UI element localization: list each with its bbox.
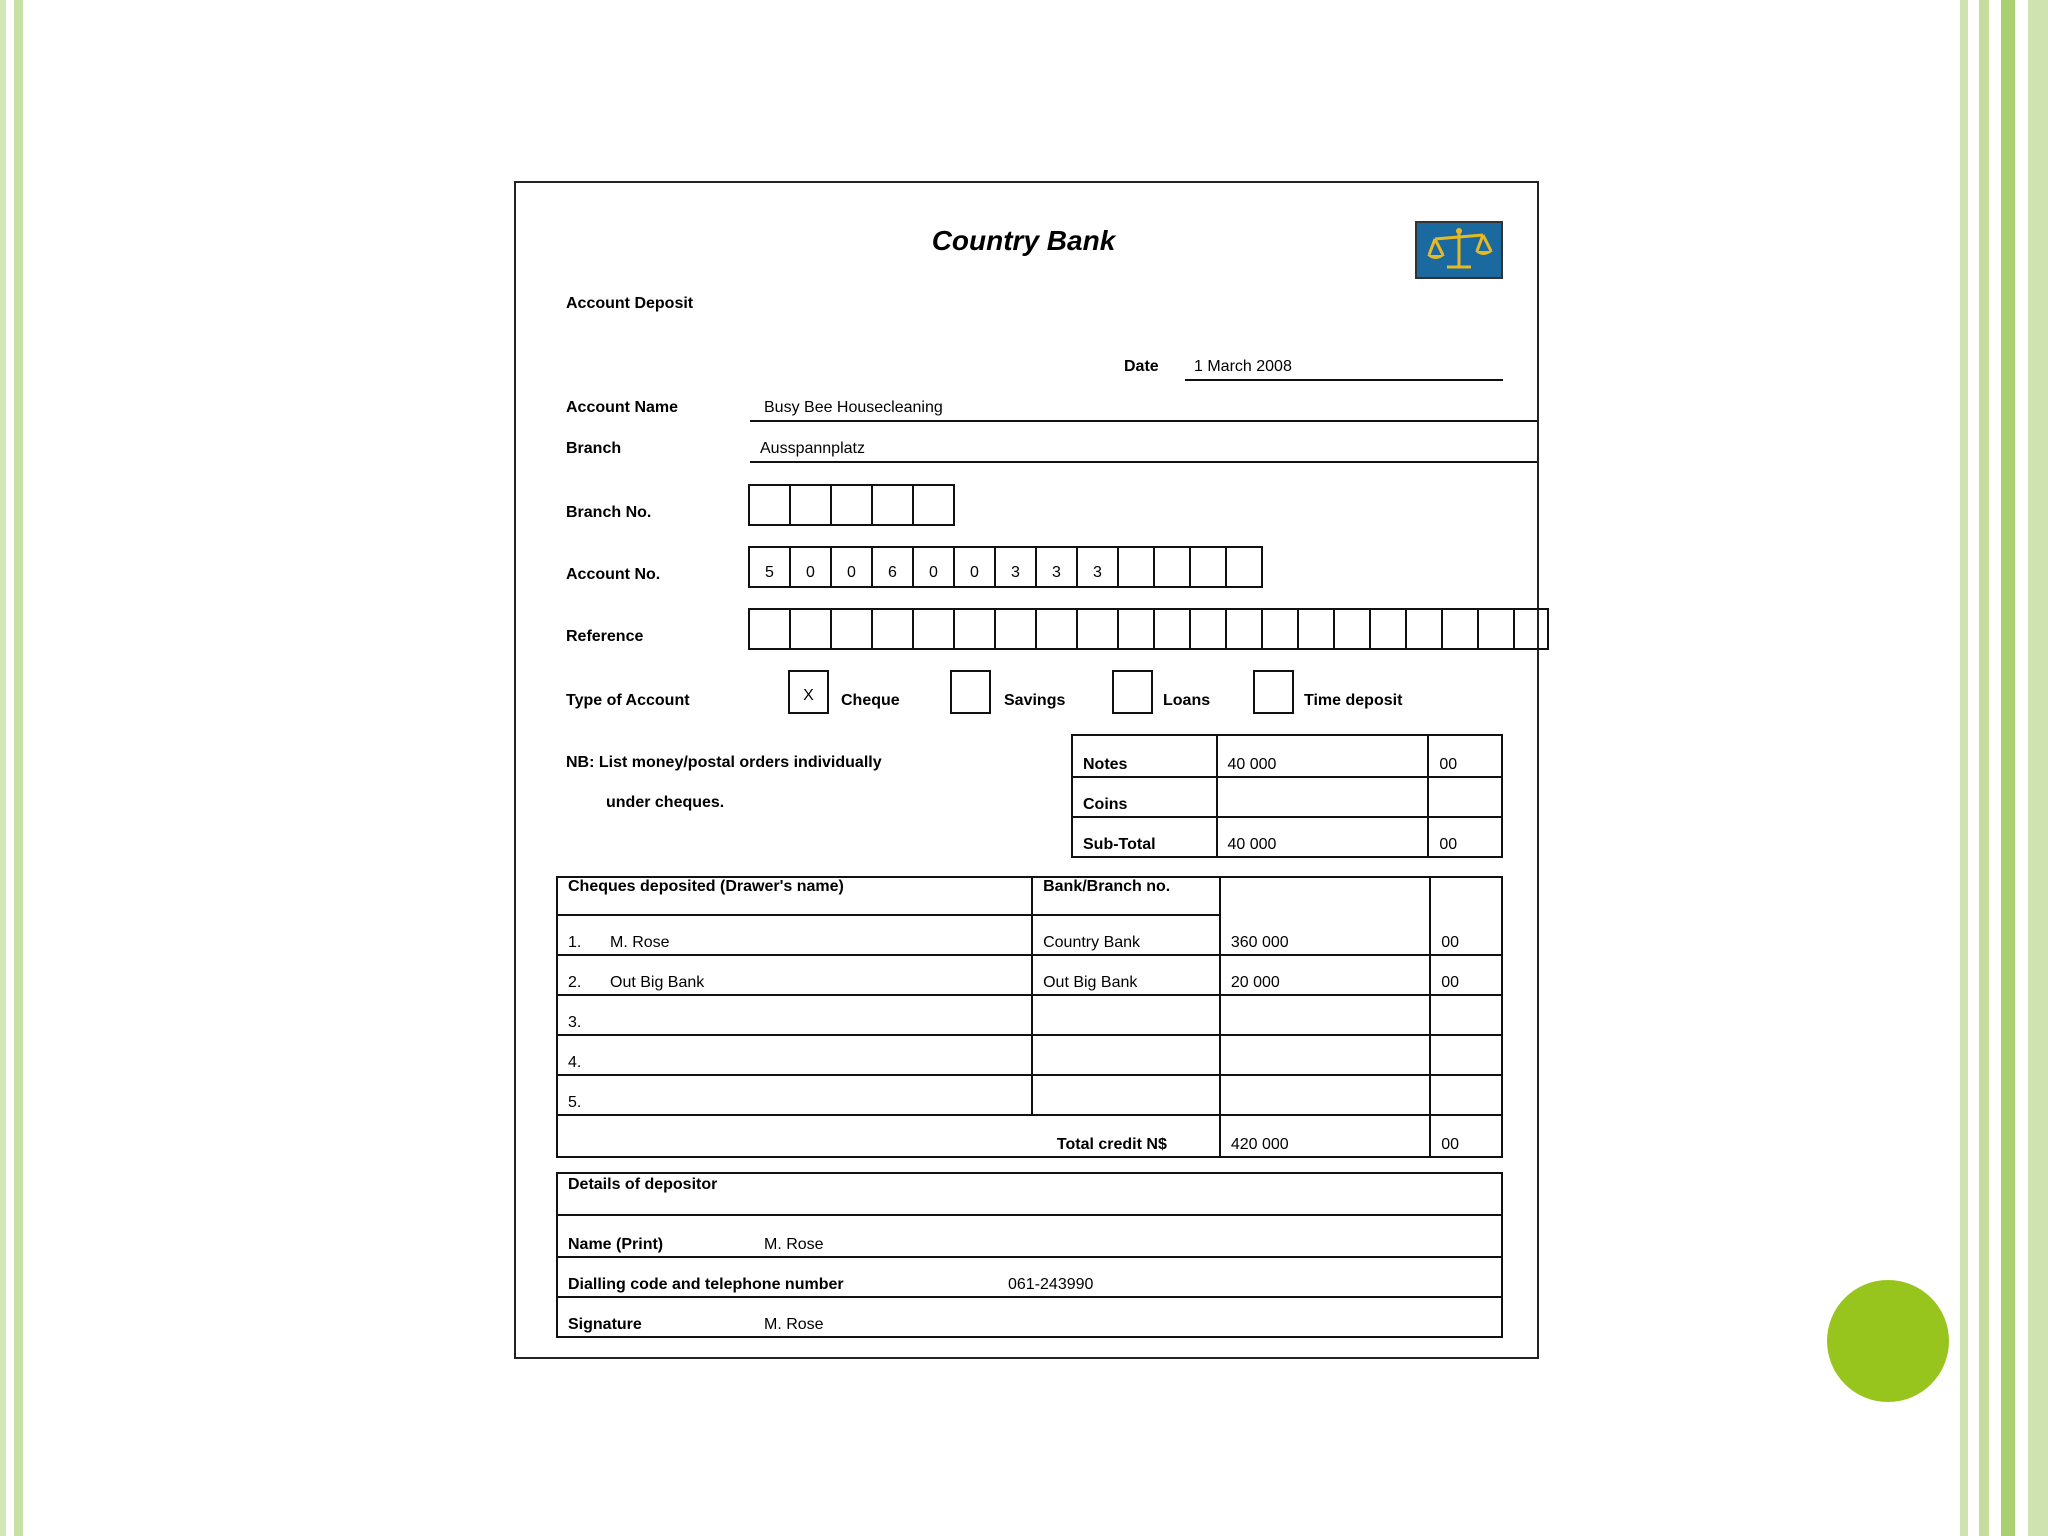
signature-value: M. Rose [764,1316,824,1333]
branch-value: Ausspannplatz [760,440,865,457]
branch-label: Branch [566,440,622,457]
reference-label: Reference [566,628,644,645]
right-border-stripe [1979,0,1989,1536]
branch-no-digit-box[interactable] [789,484,832,526]
branch-no-digit-box[interactable] [830,484,873,526]
cheques-header: Cheques deposited (Drawer's name) [568,878,844,895]
cheque-drawer: Out Big Bank [610,974,705,991]
branch-no-label: Branch No. [566,504,652,521]
cheque-row [557,1035,1502,1075]
cheque-number: 4. [568,1054,582,1071]
cheque-bank: Country Bank [1043,934,1141,951]
branch-no-digit-box[interactable] [912,484,955,526]
total-cents: 00 [1441,1136,1459,1153]
cheque-drawer: M. Rose [610,934,670,951]
reference-char-box[interactable] [830,608,873,650]
date-value: 1 March 2008 [1194,358,1292,375]
branch-no-digit-box[interactable] [871,484,914,526]
reference-char-box[interactable] [1477,608,1515,650]
account-no-digit-box[interactable] [1189,546,1227,588]
loans-option-label: Loans [1163,692,1211,709]
account-no-digit-box[interactable]: 3 [994,546,1037,588]
cash-label: Coins [1083,796,1128,813]
account-no-digit-box[interactable] [1117,546,1155,588]
nb-note-line1: NB: List money/postal orders individually [566,754,882,771]
branch-no-digit-box[interactable] [748,484,791,526]
reference-char-box[interactable] [1261,608,1299,650]
cash-amount: 40 000 [1227,836,1277,853]
depositor-header-row [557,1173,1502,1215]
total-credit-label: Total credit N$ [1056,1136,1167,1153]
cheques-table [556,876,1503,1158]
type-of-account-label: Type of Account [566,692,690,709]
account-no-digit-box[interactable]: 0 [830,546,873,588]
cheque-cents: 00 [1441,934,1459,951]
account-no-digit-box[interactable]: 3 [1035,546,1078,588]
cheque-row [557,995,1502,1035]
total-amount: 420 000 [1230,1136,1289,1153]
left-border-stripe [14,0,23,1536]
savings-checkbox[interactable] [950,670,991,714]
account-no-digit-box[interactable] [1225,546,1263,588]
right-border-stripe [2001,0,2015,1536]
date-label: Date [1124,358,1159,375]
depositor-table [556,1172,1503,1338]
savings-option-label: Savings [1004,692,1066,709]
reference-char-box[interactable] [1441,608,1479,650]
cheque-number: 1. [568,934,582,951]
cash-cents: 00 [1439,836,1458,853]
cheque-number: 2. [568,974,582,991]
account-name-label: Account Name [566,399,679,416]
total-row [557,1115,1502,1157]
reference-char-box[interactable] [1297,608,1335,650]
cheque-number: 3. [568,1014,582,1031]
name-print-value: M. Rose [764,1236,824,1253]
reference-char-box[interactable] [871,608,914,650]
account-no-label: Account No. [566,566,661,583]
account-no-digit-box[interactable]: 6 [871,546,914,588]
depositor-signature-row [557,1297,1502,1337]
account-name-value: Busy Bee Housecleaning [764,399,943,416]
bank-branch-header: Bank/Branch no. [1043,878,1171,895]
account-no-digit-box[interactable]: 0 [953,546,996,588]
cheque-cents: 00 [1441,974,1459,991]
cash-amount: 40 000 [1227,756,1277,773]
cheque-checkbox[interactable]: X [788,670,829,714]
cheque-amount: 360 000 [1230,934,1289,951]
reference-char-box[interactable] [1513,608,1549,650]
date-underline [1185,379,1503,381]
reference-char-box[interactable] [1076,608,1119,650]
reference-char-box[interactable] [1369,608,1407,650]
depositor-phone-row [557,1257,1502,1297]
depositor-header: Details of depositor [568,1176,718,1193]
reference-char-box[interactable] [994,608,1037,650]
scales-logo-icon [1415,221,1503,279]
name-print-label: Name (Print) [568,1236,664,1253]
account-no-digit-box[interactable] [1153,546,1191,588]
time-deposit-option-label: Time deposit [1304,692,1403,709]
account-no-digit-box[interactable]: 0 [912,546,955,588]
form-subtitle: Account Deposit [566,295,694,312]
reference-char-box[interactable] [1225,608,1263,650]
reference-char-box[interactable] [1189,608,1227,650]
account-name-underline [750,420,1537,422]
right-border-stripe [1960,0,1968,1536]
signature-label: Signature [568,1316,642,1333]
loans-checkbox[interactable] [1112,670,1153,714]
cash-row [1072,817,1502,857]
cheque-row [557,955,1502,995]
cheque-number: 5. [568,1094,582,1111]
nb-note-line2: under cheques. [606,794,725,811]
cash-table [1071,734,1503,858]
left-border-stripe [0,0,6,1536]
phone-label: Dialling code and telephone number [568,1276,844,1293]
reference-char-box[interactable] [1333,608,1371,650]
reference-char-box[interactable] [1153,608,1191,650]
reference-char-box[interactable] [912,608,955,650]
cash-row [1072,777,1502,817]
cash-label: Sub-Total [1083,836,1156,853]
reference-char-box[interactable] [953,608,996,650]
cheque-option-label: Cheque [841,692,900,709]
cheque-bank: Out Big Bank [1043,974,1138,991]
account-no-digit-box[interactable]: 0 [789,546,832,588]
phone-value: 061-243990 [1008,1276,1094,1293]
right-border-stripe [2028,0,2048,1536]
green-circle-decoration [1827,1280,1949,1402]
cash-cents: 00 [1439,756,1458,773]
time-deposit-checkbox[interactable] [1253,670,1294,714]
account-no-digit-box[interactable]: 5 [748,546,791,588]
cheque-row [557,915,1502,955]
cash-label: Notes [1083,756,1128,773]
reference-char-box[interactable] [1117,608,1155,650]
cheque-amount: 20 000 [1230,974,1280,991]
deposit-slip [514,181,1539,1359]
cheques-header-row [557,877,1502,915]
reference-char-box[interactable] [789,608,832,650]
reference-char-box[interactable] [1405,608,1443,650]
depositor-name-row [557,1215,1502,1257]
reference-char-box[interactable] [748,608,791,650]
reference-char-box[interactable] [1035,608,1078,650]
bank-title: Country Bank [931,225,1116,256]
branch-underline [750,461,1537,463]
cash-row [1072,735,1502,777]
account-no-digit-box[interactable]: 3 [1076,546,1119,588]
cheque-row [557,1075,1502,1115]
